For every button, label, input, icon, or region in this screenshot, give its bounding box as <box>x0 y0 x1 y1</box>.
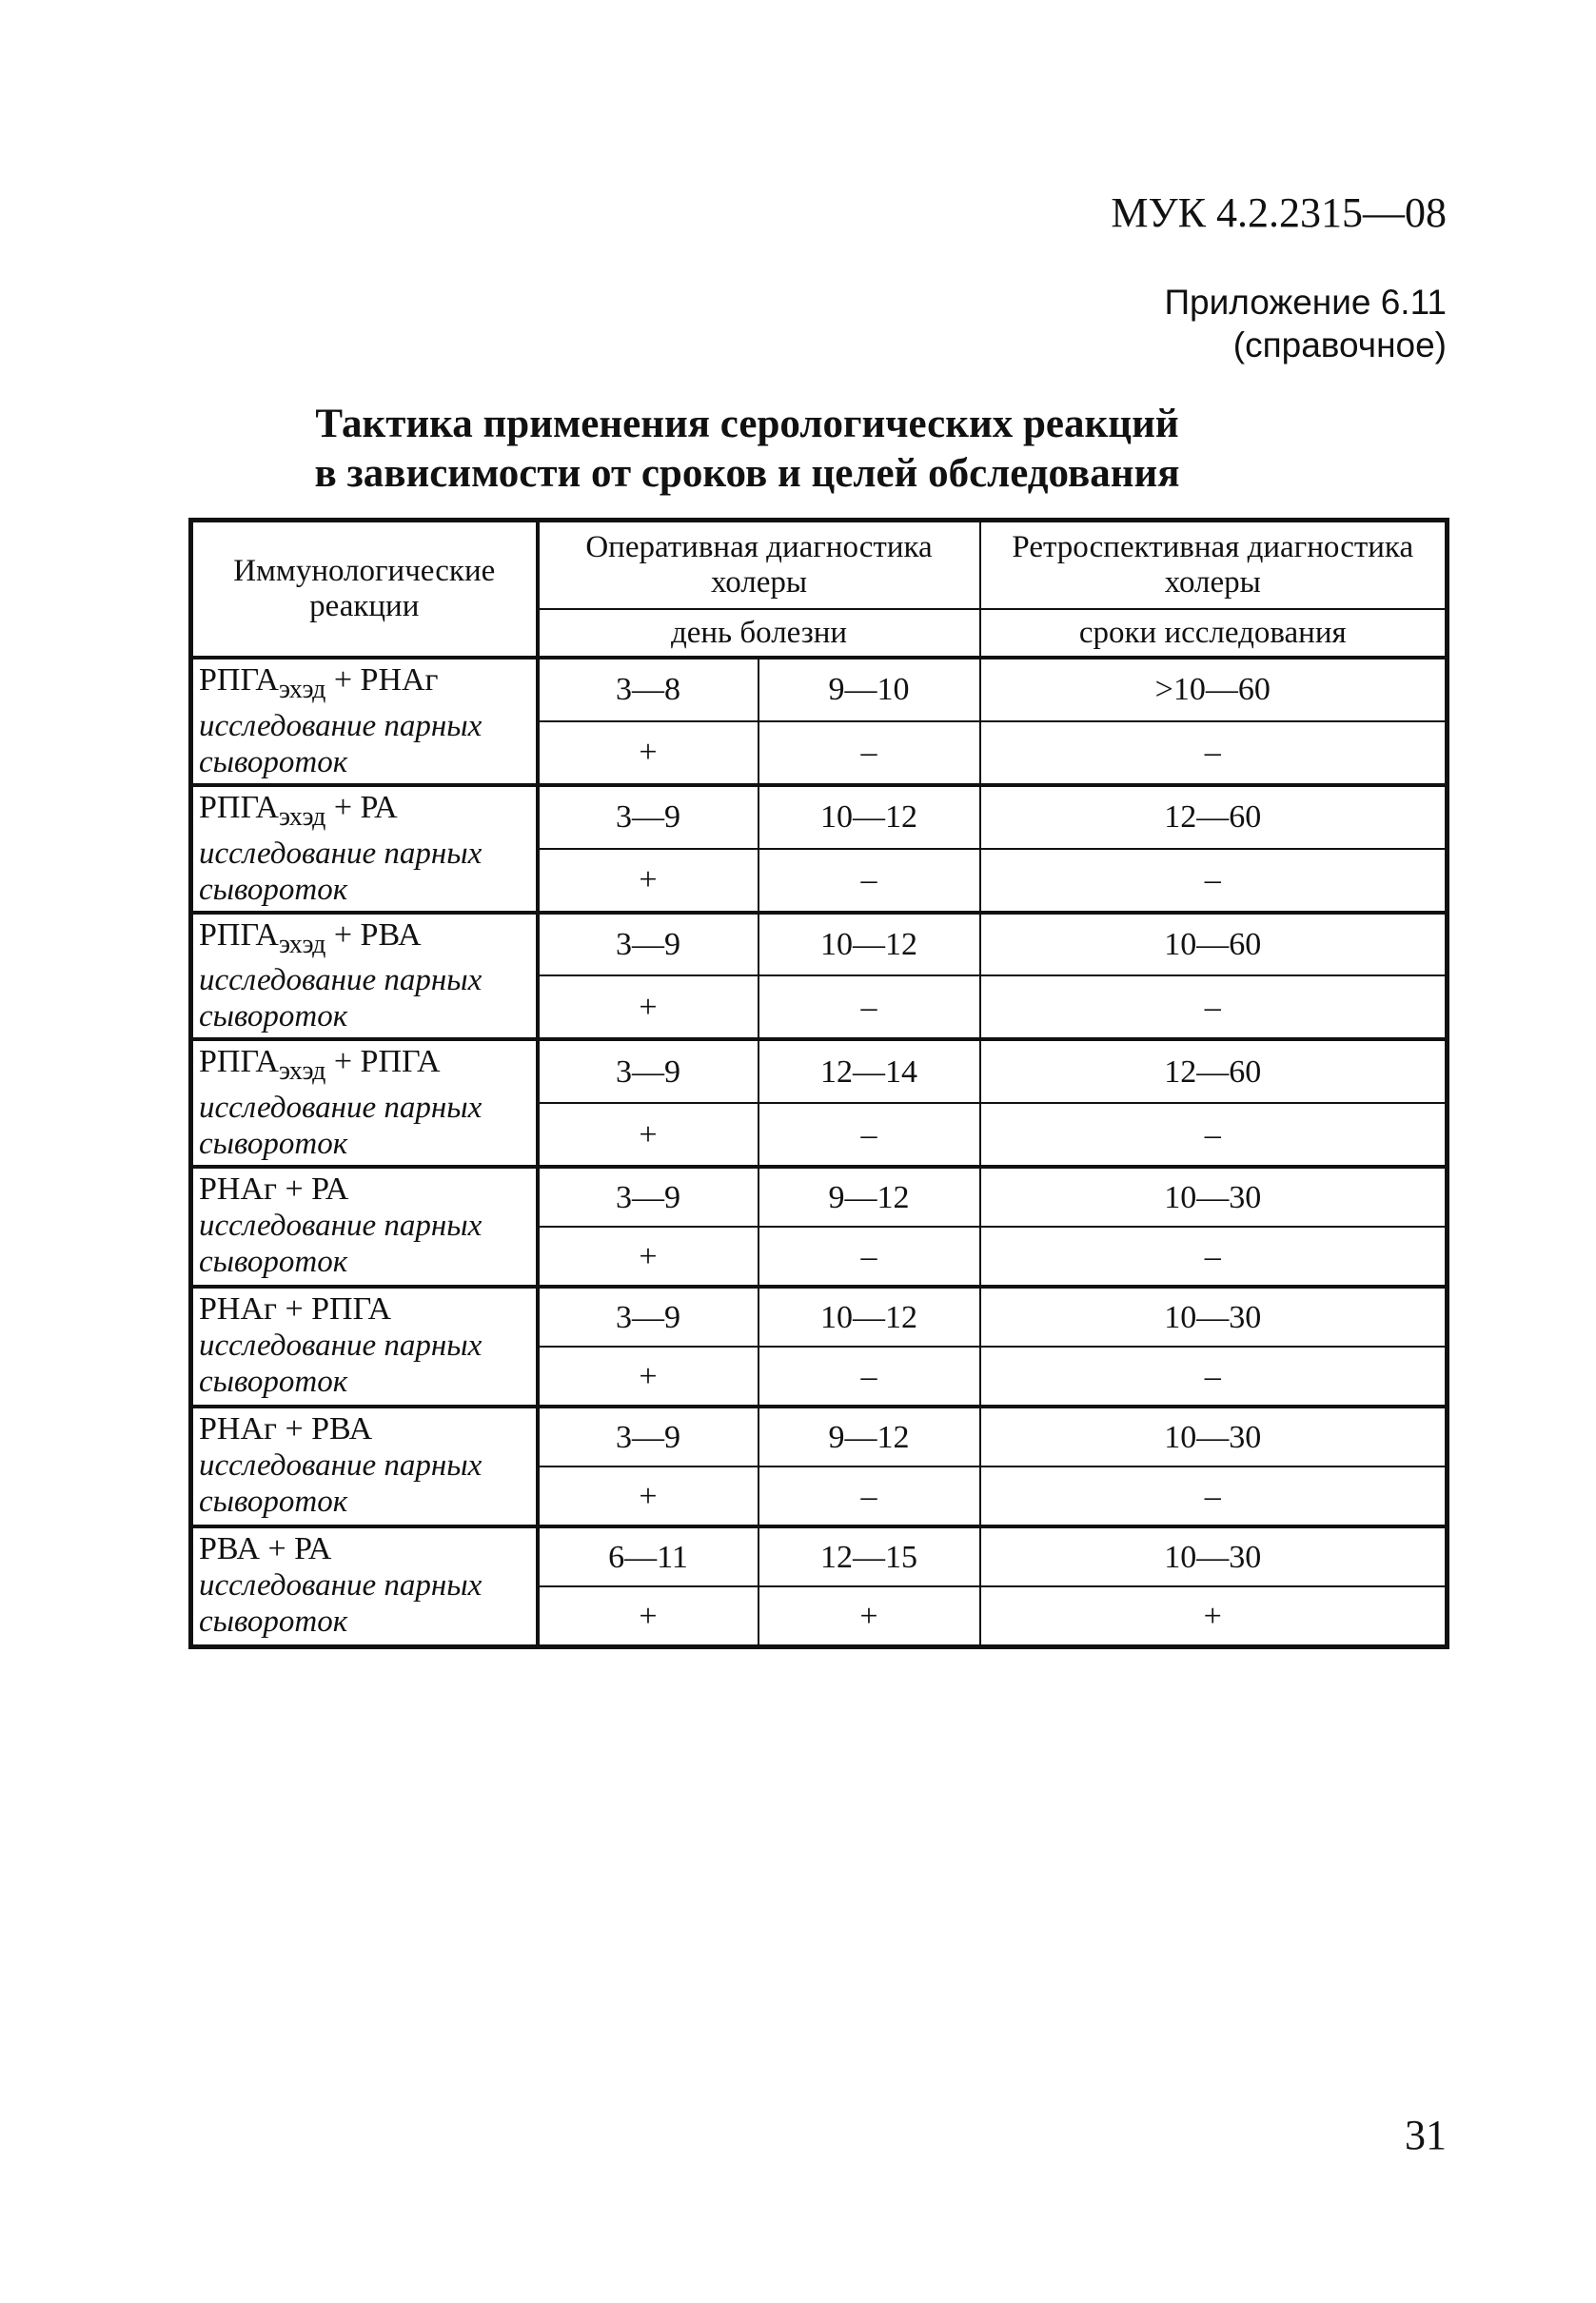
table-row <box>191 1039 1448 1103</box>
reaction-name-main: РПГА <box>199 916 279 953</box>
document-code: МУК 4.2.2315—08 <box>1111 189 1447 236</box>
result-sign-cell: – <box>759 1347 980 1407</box>
reaction-description: исследование парных сывороток <box>199 1091 483 1162</box>
retrospective-period-cell: 12—60 <box>980 1039 1448 1103</box>
page-number: 31 <box>1405 2112 1447 2158</box>
operative-day-cell: 3—9 <box>538 785 759 849</box>
result-sign-cell: + <box>759 1586 980 1647</box>
appendix-type: (справочное) <box>1232 325 1447 364</box>
operative-day-cell: 12—14 <box>759 1039 980 1103</box>
result-sign-cell: – <box>759 1466 980 1526</box>
result-sign-cell: + <box>538 1227 759 1287</box>
title-line-2: в зависимости от сроков и целей обследования <box>314 451 1180 496</box>
retrospective-period-cell: 12—60 <box>980 785 1448 849</box>
reaction-name-rest: + РНАг <box>325 662 439 698</box>
table-row <box>191 1167 1448 1227</box>
reaction-name-cell <box>191 785 538 913</box>
table-row <box>191 1287 1448 1347</box>
retrospective-period-cell: >10—60 <box>980 658 1448 721</box>
operative-day-cell: 10—12 <box>759 1287 980 1347</box>
retrospective-period-cell: 10—30 <box>980 1407 1448 1466</box>
reaction-name-subscript: эхэд <box>278 801 326 832</box>
appendix-label <box>1047 281 1447 366</box>
reaction-name <box>199 1531 530 1567</box>
reaction-description: исследование парных сывороток <box>199 1568 483 1640</box>
reaction-name-subscript: эхэд <box>278 1056 326 1087</box>
reaction-name-main: РНАг + РА <box>199 1171 349 1208</box>
operative-day-cell: 9—12 <box>759 1407 980 1466</box>
operative-day-cell: 6—11 <box>538 1526 759 1586</box>
operative-day-cell: 3—8 <box>538 658 759 721</box>
reaction-description: исследование парных сывороток <box>199 1448 483 1520</box>
reaction-description: исследование парных сывороток <box>199 708 483 779</box>
reaction-description: исследование парных сывороток <box>199 1209 483 1280</box>
retrospective-period-cell: 10—30 <box>980 1287 1448 1347</box>
result-sign-cell: – <box>759 849 980 913</box>
reaction-name <box>199 1291 530 1328</box>
reaction-name-rest: + РВА <box>325 916 422 953</box>
reaction-name <box>199 1044 530 1090</box>
reaction-name-main: РПГА <box>199 789 279 825</box>
reaction-name-cell <box>191 1167 538 1287</box>
result-sign-cell: + <box>538 975 759 1039</box>
result-sign-cell: + <box>980 1586 1448 1647</box>
result-sign-cell: – <box>980 1466 1448 1526</box>
header-retrospective-diagnostics: Ретроспективная диагностика холеры <box>980 521 1448 610</box>
reaction-name-cell <box>191 1526 538 1647</box>
operative-day-cell: 3—9 <box>538 1039 759 1103</box>
operative-day-cell: 3—9 <box>538 1407 759 1466</box>
reaction-name <box>199 1411 530 1447</box>
table-row <box>191 1407 1448 1466</box>
reaction-name-cell <box>191 1407 538 1526</box>
reaction-description: исследование парных сывороток <box>199 1329 483 1400</box>
reaction-name-rest: + РА <box>325 789 398 825</box>
reaction-name-cell <box>191 1039 538 1167</box>
reaction-name-cell <box>191 1287 538 1407</box>
reaction-name-cell <box>191 658 538 785</box>
table-row <box>191 658 1448 721</box>
operative-day-cell: 3—9 <box>538 1167 759 1227</box>
reaction-name-main: РПГА <box>199 662 279 698</box>
title-line-1: Тактика применения серологических реакций <box>315 402 1179 446</box>
serology-tactics-table <box>188 518 1449 1649</box>
table-row <box>191 1526 1448 1586</box>
reaction-description: исследование парных сывороток <box>199 963 483 1034</box>
result-sign-cell: – <box>980 1227 1448 1287</box>
header-immunological-reactions: Иммунологические реакции <box>191 521 538 659</box>
page-title <box>190 400 1428 499</box>
reaction-name-main: РНАг + РПГА <box>199 1291 392 1328</box>
appendix-number: Приложение 6.11 <box>1164 283 1447 322</box>
result-sign-cell: – <box>980 1347 1448 1407</box>
reaction-name-subscript: эхэд <box>278 674 326 704</box>
subheader-disease-day: день болезни <box>538 609 980 658</box>
table-body <box>191 658 1448 1647</box>
result-sign-cell: + <box>538 1347 759 1407</box>
operative-day-cell: 10—12 <box>759 785 980 849</box>
result-sign-cell: – <box>980 975 1448 1039</box>
reaction-name-rest: + РПГА <box>325 1044 441 1080</box>
retrospective-period-cell: 10—30 <box>980 1526 1448 1586</box>
result-sign-cell: + <box>538 849 759 913</box>
result-sign-cell: – <box>759 1227 980 1287</box>
operative-day-cell: 10—12 <box>759 913 980 976</box>
operative-day-cell: 12—15 <box>759 1526 980 1586</box>
operative-day-cell: 3—9 <box>538 1287 759 1347</box>
result-sign-cell: + <box>538 1103 759 1167</box>
result-sign-cell: – <box>980 849 1448 913</box>
reaction-name <box>199 790 530 836</box>
operative-day-cell: 9—12 <box>759 1167 980 1227</box>
retrospective-period-cell: 10—60 <box>980 913 1448 976</box>
result-sign-cell: – <box>980 1103 1448 1167</box>
table-row <box>191 913 1448 976</box>
reaction-name-cell <box>191 913 538 1040</box>
result-sign-cell: – <box>980 721 1448 785</box>
result-sign-cell: + <box>538 1586 759 1647</box>
reaction-name <box>199 1171 530 1208</box>
result-sign-cell: – <box>759 721 980 785</box>
reaction-name <box>199 662 530 708</box>
operative-day-cell: 3—9 <box>538 913 759 976</box>
reaction-name-main: РНАг + РВА <box>199 1411 373 1447</box>
reaction-name-subscript: эхэд <box>278 929 326 959</box>
result-sign-cell: – <box>759 1103 980 1167</box>
table-row <box>191 785 1448 849</box>
reaction-name-main: РВА + РА <box>199 1531 332 1567</box>
reaction-description: исследование парных сывороток <box>199 836 483 907</box>
result-sign-cell: + <box>538 721 759 785</box>
operative-day-cell: 9—10 <box>759 658 980 721</box>
retrospective-period-cell: 10—30 <box>980 1167 1448 1227</box>
subheader-study-period: сроки исследования <box>980 609 1448 658</box>
result-sign-cell: – <box>759 975 980 1039</box>
reaction-name <box>199 917 530 963</box>
header-operative-diagnostics: Оперативная диагностика холеры <box>538 521 980 610</box>
reaction-name-main: РПГА <box>199 1044 279 1080</box>
result-sign-cell: + <box>538 1466 759 1526</box>
